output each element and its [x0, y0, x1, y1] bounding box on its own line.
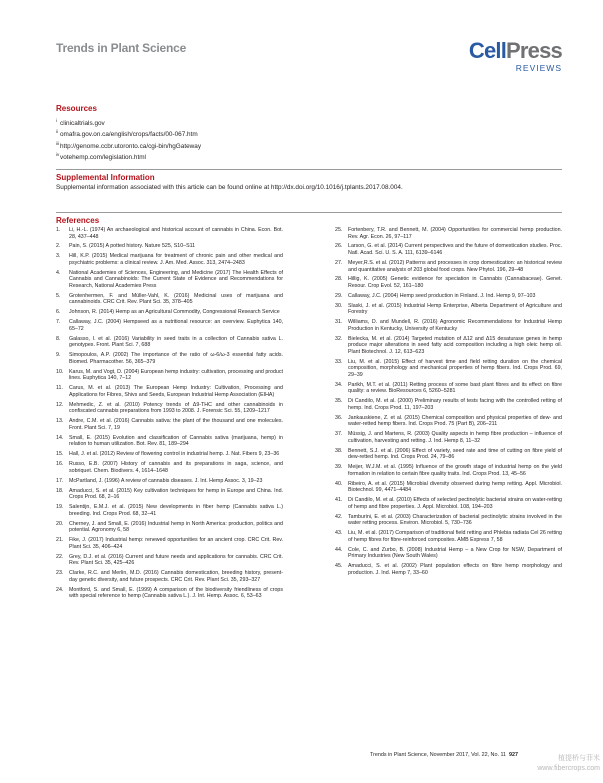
reference-text: Hillig, K. (2005) Genetic evidence for speciation in Cannabis (Cannabaceae). Genet. Resour. Crop Evol. 52, 161–180: [348, 276, 562, 289]
reference-number: 4.: [56, 269, 61, 276]
reference-item: [56, 488, 283, 501]
reference-text: Di Candilo, M. et al. (2010) Effects of selected pectinolytic bacterial strains on water-retting of hemp and fibre properties. J. Appl. Microbiol. 108, 194–203: [348, 497, 562, 510]
resource-item: [56, 152, 201, 163]
logo-cell: Cell: [468, 38, 507, 63]
resource-number: iii: [56, 140, 59, 146]
reference-number: 27.: [335, 259, 343, 266]
resource-number: i: [56, 118, 57, 123]
reference-text: Bielecka, M. et al. (2014) Targeted mutation of Δ12 and Δ15 desaturase genes in hemp produce major alterations in seed fatty acid composition including a high oleic hemp oil. Plant Biotechnol. J. 12, 613–623: [348, 335, 562, 355]
reference-item: [335, 382, 562, 395]
footer-journal-issue: Trends in Plant Science, November 2017, Vol. 22, No. 11: [370, 752, 507, 758]
reference-number: 45.: [335, 563, 343, 570]
reference-number: 22.: [56, 553, 64, 560]
reference-text: Meyer,R.S. et al. (2012) Patterns and processes in crop domestication: an historical review and quantitative analysis of 203 global food crops. New Phytol. 196, 29–48: [348, 259, 562, 273]
reference-number: 28.: [335, 276, 343, 283]
page-number: 927: [509, 752, 519, 758]
reference-text: Ribeiro, A. et al. (2015) Microbial diversity observed during hemp retting. Appl. Microbiol. Biotechnol. 99, 4471–4484: [348, 480, 562, 494]
reference-item: [56, 418, 283, 431]
reference-text: Montford, S. and Small, E. (1999) A comparison of the biodiversity friendliness of crops with special reference to hemp (Cannabis sativa L.). J. Int. Hemp. Assoc. 6, 53–63: [69, 586, 283, 600]
reference-item: [335, 497, 562, 510]
journal-title: Trends in Plant Science: [56, 41, 187, 55]
reference-number: 38.: [335, 447, 343, 454]
reference-item: [335, 293, 562, 300]
reference-item: [56, 336, 283, 349]
reference-number: 24.: [56, 586, 64, 593]
reference-item: [56, 369, 283, 382]
reference-item: [56, 451, 283, 458]
resource-number: ii: [56, 129, 58, 135]
reference-item: [335, 481, 562, 494]
reference-number: 13.: [56, 418, 64, 425]
reference-number: 37.: [335, 431, 343, 438]
reference-item: [56, 270, 283, 290]
reference-text: Hill, K.P. (2015) Medical marijuana for treatment of chronic pain and other medical and psychiatric problems: a clinical review. J. Am. Med. Assoc. 313, 2474–2483: [69, 253, 283, 266]
reference-item: [56, 570, 283, 583]
reference-item: [335, 227, 562, 240]
reference-text: Tamburini, E. et al. (2003) Characterization of bacterial pectinolytic strains involved in the water retting process. Environ. Microbiol. 5, 730–736: [348, 513, 562, 527]
reference-text: Hall, J. et al. (2012) Review of flowering control in industrial hemp. J. Nat. Fibers 9, 23–36: [69, 451, 280, 458]
reference-item: [56, 243, 283, 250]
reference-item: [335, 359, 562, 379]
resources-heading: Resources: [56, 104, 97, 113]
supplemental-text: Supplemental information associated with this article can be found online at http://dx.doi.org/10.1016/j.tplants.2017.08.004.: [56, 184, 403, 191]
reference-text: Grey, D.J. et al. (2016) Current and future needs and applications for cannabis. CRC Crit. Rev. Plant Sci. 35, 425–426: [69, 553, 283, 567]
reference-text: Callaway, J.C. (2004) Hemp seed production in Finland. J. Ind. Hemp 9, 97–103: [348, 292, 536, 299]
reference-number: 21.: [56, 537, 64, 544]
reference-item: [56, 385, 283, 398]
reference-text: Callaway, J.C. (2004) Hempseed as a nutritional resource: an overview. Euphytica 140, 65–72: [69, 319, 283, 332]
reference-text: Fike, J. (2017) Industrial hemp: renewed opportunities for an ancient crop. CRC Crit. Rev. Plant Sci. 35, 406–424: [69, 537, 283, 550]
reference-item: [335, 464, 562, 477]
reference-number: 19.: [56, 504, 64, 511]
reference-number: 36.: [335, 414, 343, 421]
reference-text: Russo, E.B. (2007) History of cannabis and its preparations in saga, science, and sobriquet. Chem. Biodivers. 4, 1614–1648: [69, 461, 283, 474]
reference-item: [56, 478, 283, 485]
references-heading: References: [56, 216, 100, 225]
reference-item: [56, 319, 283, 332]
reference-item: [56, 587, 283, 600]
reference-text: Simopoulos, A.P. (2002) The importance of the ratio of ω-6/ω-3 essential fatty acids. Biomed. Pharmacother. 56, 365–379: [69, 352, 283, 365]
reference-number: 44.: [335, 546, 343, 553]
reference-number: 1.: [56, 227, 61, 233]
resource-link[interactable]: votehemp.com/legislation.html: [60, 153, 146, 161]
reference-text: Williams, D. and Mundell, R. (2016) Agronomic Recommendations for Industrial Hemp Production in Kentucky, University of Kentucky: [348, 319, 562, 332]
reference-text: Salentijn, E.M.J. et al. (2015) New developments in fiber hemp (Cannabis sativa L.) breeding. Ind. Crops Prod. 68, 32–41: [69, 504, 283, 517]
reference-item: [335, 398, 562, 411]
reference-item: [56, 293, 283, 306]
logo-reviews: REVIEWS: [515, 63, 562, 73]
reference-item: [56, 521, 283, 534]
reference-text: Fortenbery, T.R. and Bennett, M. (2004) Opportunities for commercial hemp production. Rev. Agr. Econ. 26, 97–117: [348, 227, 562, 240]
reference-number: 34.: [335, 381, 343, 388]
page-footer: [370, 752, 518, 758]
reference-number: 23.: [56, 570, 64, 577]
reference-item: [56, 309, 283, 316]
reference-number: 32.: [335, 335, 343, 342]
reference-number: 18.: [56, 487, 64, 494]
reference-text: Li, H.-L. (1974) An archaeological and historical account of cannabis in China. Econ. Bot. 28, 437–448: [69, 227, 283, 240]
reference-number: 40.: [335, 480, 343, 487]
reference-number: 11.: [56, 385, 63, 392]
cellpress-logo: [452, 40, 562, 73]
watermark-line1: 植提桥与菲米: [558, 755, 600, 762]
reference-number: 31.: [335, 319, 343, 326]
reference-item: [335, 431, 562, 444]
reference-number: 10.: [56, 368, 64, 375]
references-right-column: [335, 227, 562, 580]
reference-item: [335, 243, 562, 256]
reference-number: 33.: [335, 358, 343, 365]
reference-number: 17.: [56, 477, 64, 484]
reference-text: Amaducci, S. et al. (2002) Plant population effects on fibre hemp morphology and production. J. Ind. Hemp 7, 33–60: [348, 563, 562, 576]
reference-text: National Academies of Sciences, Engineering, and Medicine (2017) The Health Effects of Cannabis and Cannabinoids: The Current State of Evidence and Recommendations for Research, National Academies Press: [69, 269, 283, 289]
resource-list: [56, 118, 201, 163]
reference-item: [335, 319, 562, 332]
reference-text: Galasso, I. et al. (2016) Variability in seed traits in a collection of Cannabis sativa L. genotypes. Front. Plant Sci. 7, 688: [69, 335, 283, 349]
watermark: [500, 754, 600, 774]
reference-number: 26.: [335, 243, 343, 250]
reference-number: 20.: [56, 520, 64, 527]
reference-text: Cole, C. and Zurbo, B. (2008) Industrial Hemp – a New Crop for NSW, Department of Primary Industries (New South Wales): [348, 546, 562, 560]
reference-text: Clarke, R.C. and Merlin, M.D. (2016) Cannabis domestication, breeding history, present-day genetic diversity, and future prospects. CRC Crit. Rev. Plant Sci. 35, 293–327: [69, 570, 283, 583]
resource-item: [56, 129, 201, 140]
reference-item: [335, 563, 562, 576]
reference-text: Small, E. (2015) Evolution and classification of Cannabis sativa (marijuana, hemp) in relation to human utilization. Bot. Rev. 81, 189–294: [69, 434, 283, 448]
reference-item: [56, 504, 283, 517]
reference-text: Carus, M. et al. (2013) The European Hemp Industry: Cultivation, Processing and Applications for Fibres, Shivs and Seeds, European Industrial Hemp Association (EIHA): [69, 385, 283, 398]
reference-text: Mehmedic, Z. et al. (2010) Potency trends of Δ9-THC and other cannabinoids in confiscated cannabis preparations from 1993 to 2008. J. Forensic Sci. 55, 1209–1217: [69, 401, 283, 415]
reference-text: Andre, C.M. et al. (2016) Cannabis sativa: the plant of the thousand and one molecules. Front. Plant Sci. 7, 19: [69, 418, 283, 431]
logo-press: Press: [506, 38, 562, 63]
reference-number: 29.: [335, 292, 343, 299]
reference-text: Karus, M. and Vogt, D. (2004) European hemp industry: cultivation, processing and product lines. Euphytica 140, 7–12: [69, 368, 283, 382]
reference-text: Jankauskiene, Z. et al. (2015) Chemical composition and physical properties of dew- and water-retted hemp fibers. Ind. Crops Prod. 75 (Part B), 206–211: [348, 414, 562, 428]
resource-item: [56, 141, 201, 152]
reference-item: [335, 514, 562, 527]
section-divider: [56, 169, 562, 170]
reference-number: 15.: [56, 451, 64, 458]
reference-item: [56, 554, 283, 567]
resource-link[interactable]: omafra.gov.on.ca/english/crops/facts/00-067.htm: [60, 131, 198, 139]
reference-item: [335, 530, 562, 543]
reference-item: [335, 303, 562, 316]
reference-number: 6.: [56, 309, 61, 316]
reference-item: [335, 276, 562, 289]
reference-number: 7.: [56, 319, 61, 326]
reference-text: Liu, M. et al. (2015) Effect of harvest time and field retting duration on the chemical composition, morphology and mechanical properties of hemp fibers. Ind. Crops Prod. 69, 29–39: [348, 358, 562, 378]
reference-number: 3.: [56, 253, 61, 260]
resource-number: iv: [56, 151, 60, 157]
reference-text: Bennett, S.J. et al. (2006) Effect of variety, seed rate and time of cutting on fibre yield of dew-retted hemp. Ind. Crops Prod. 24, 79–86: [348, 447, 562, 461]
reference-number: 42.: [335, 513, 343, 520]
reference-number: 2.: [56, 243, 61, 250]
reference-text: Liu, M. et al. (2017) Comparison of traditional field retting and Phlebia radiata Cel 26 retting of hemp fibres for fibre-reinforced composites. AMB Express 7, 58: [348, 530, 562, 543]
reference-text: Parikh, M.T. et al. (2011) Retting process of some bast plant fibres and its effect on fibre quality: a review. BioResources 6, 5260–5281: [348, 381, 562, 395]
watermark-line2: www.fibercrops.com: [537, 765, 600, 772]
reference-text: Cherney, J. and Small, E. (2016) Industrial hemp in North America: production, politics and potential. Agronomy 6, 58: [69, 520, 283, 534]
reference-number: 30.: [335, 302, 343, 309]
reference-number: 9.: [56, 352, 61, 359]
reference-item: [56, 253, 283, 266]
reference-text: Amaducci, S. et al. (2015) Key cultivation techniques for hemp in Europe and China. Ind. Crops Prod. 68, 2–16: [69, 487, 283, 501]
reference-text: Grotenhermen, F. and Müller-Vahl, K. (2016) Medicinal uses of marijuana and cannabinoids. CRC Crit. Rev. Plant Sci. 35, 378–405: [69, 292, 283, 306]
resource-link[interactable]: http://genome.ccbr.utoronto.ca/cgi-bin/hgGateway: [60, 142, 202, 150]
reference-text: Di Candilo, M. et al. (2000) Preliminary results of tests facing with the controlled retting of hemp. Ind. Crops Prod. 11, 197–203: [348, 398, 562, 411]
reference-number: 5.: [56, 292, 61, 299]
reference-text: Meijer, W.J.M. et al. (1995) Influence of the growth stage of industrial hemp on the yield formation in relation to certain fibre quality traits. Ind. Crops Prod. 13, 45–56: [348, 464, 562, 477]
reference-number: 39.: [335, 464, 343, 471]
supplemental-heading: Supplemental Information: [56, 173, 155, 182]
reference-number: 8.: [56, 335, 61, 342]
reference-item: [335, 547, 562, 560]
reference-item: [56, 402, 283, 415]
reference-text: Pain, S. (2015) A potted history. Nature 525, S10–S11: [69, 243, 196, 250]
reference-number: 41.: [335, 497, 343, 504]
reference-item: [335, 448, 562, 461]
reference-item: [335, 260, 562, 273]
reference-number: 35.: [335, 398, 343, 405]
reference-text: Slaski, J. et al. (2015) Industrial Hemp Enterprise, Alberta Department of Agriculture and Forestry: [348, 302, 562, 316]
references-left-column: [56, 227, 283, 603]
reference-item: [56, 227, 283, 240]
reference-item: [335, 336, 562, 356]
reference-item: [56, 435, 283, 448]
reference-item: [56, 537, 283, 550]
reference-text: Larson, G. et al. (2014) Current perspectives and the future of domestication studies. Proc. Natl. Acad. Sci. U. S. A. 111, 6139–6146: [348, 243, 562, 257]
reference-number: 25.: [335, 227, 343, 233]
resource-link[interactable]: clinicaltrials.gov: [60, 120, 105, 127]
section-divider: [56, 212, 562, 213]
reference-text: Müssig, J. and Martens, R. (2003) Quality aspects in hemp fibre production – influence of cultivation, harvesting and retting. J. Ind. Hemp 8, 11–32: [348, 431, 562, 444]
reference-item: [56, 352, 283, 365]
reference-text: McPartland, J. (1996) A review of cannabis diseases. J. Int. Hemp Assoc. 3, 19–23: [69, 477, 263, 484]
reference-item: [335, 415, 562, 428]
reference-number: 43.: [335, 530, 343, 537]
reference-text: Johnson, R. (2014) Hemp as an Agricultural Commodity, Congressional Research Service: [69, 309, 280, 316]
resource-item: [56, 118, 201, 129]
reference-number: 16.: [56, 461, 64, 468]
reference-number: 14.: [56, 434, 64, 441]
reference-item: [56, 461, 283, 474]
reference-number: 12.: [56, 401, 64, 408]
